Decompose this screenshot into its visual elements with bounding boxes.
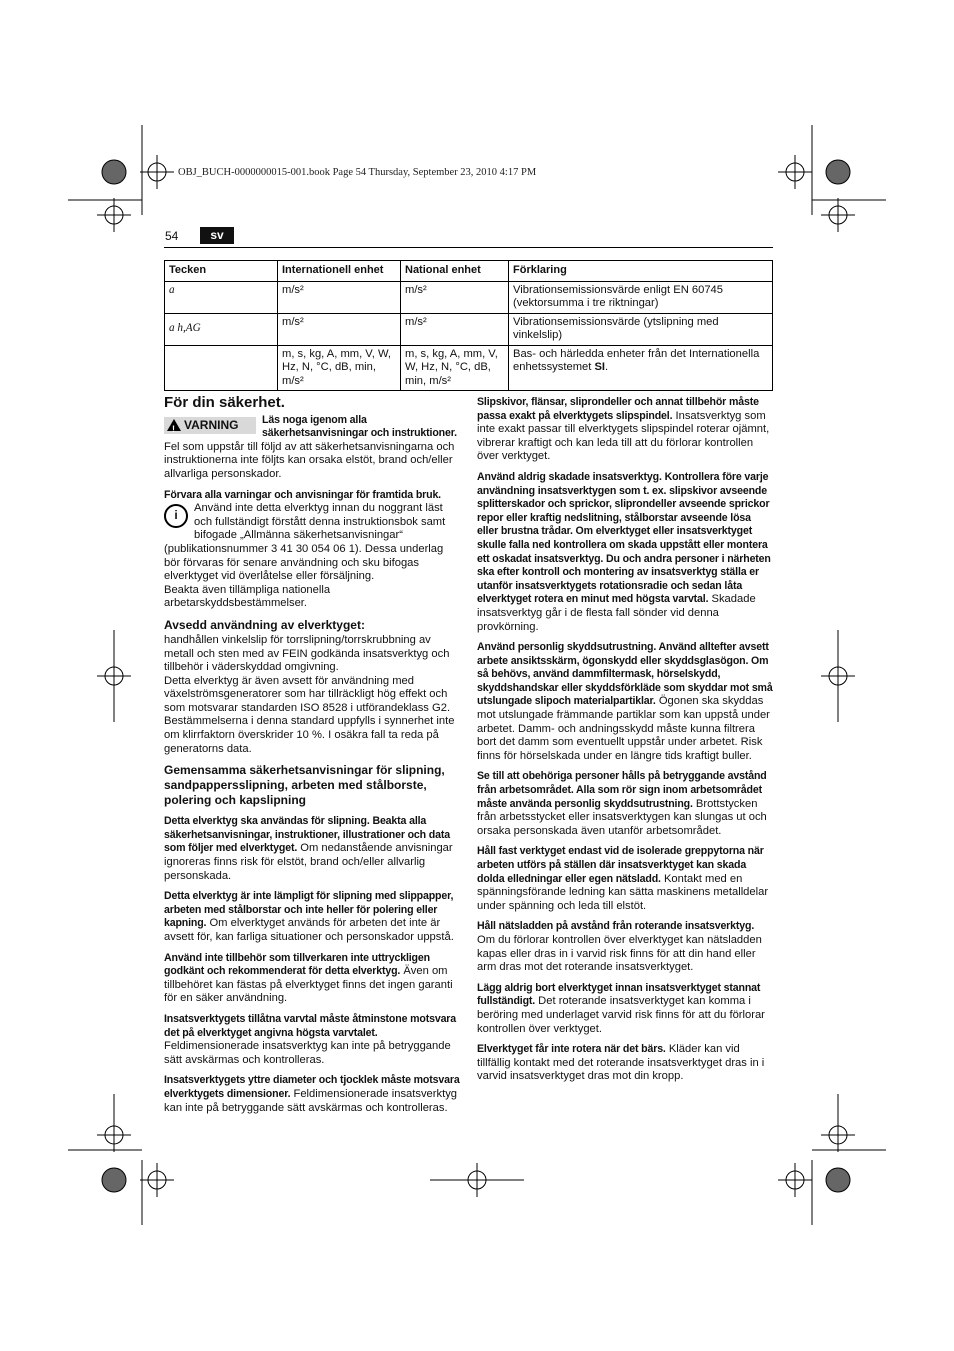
item-text: Om du förlorar kontrollen över elverktyget kan nätsladden kapas eller dras in i varvid risk finns för att din hand eller arm dras mot det roterande insatsverktyget. [477, 933, 762, 974]
item-text: Feldimensionerade insatsverktyg kan inte på betryggande sätt avskärmas och kontrolleras. [164, 1040, 451, 1066]
list-item [164, 952, 460, 1006]
read-manual-icon: i [164, 504, 188, 528]
intended-use-text: handhållen vinkelslip för torrslipning/torrskrubbning av metall och sten med av FEIN godkända insatsverktyg och tillbehör i väderskyddad omgivning. [164, 633, 450, 674]
list-item [477, 770, 773, 838]
item-bold: Använd aldrig skadade insatsverktyg. Kontrollera före varje användning insatsverktygen som t. ex. slipskivor avseende splitterskador och sprickor, sliprondeller avseende sprickor repor eller kraftig nedslitning, stålborstar avseende lösa eller brustna trådar. Om elverktyget eller insatsverktyget skulle falla ned kontrollera om skada uppstått eller montera ett oskadat insatsverktyg. Du och andra personer i närheten ska efter kontroll och montering av insatsverktyg ställa er utanför insatsverktygets rotationsradie och sedan låta elverktyget rotera en minut med högsta varvtal. [477, 470, 771, 606]
warning-bold: Läs noga igenom alla säkerhetsanvisningar och instruktioner. [262, 413, 457, 440]
table-cell-symbol [165, 345, 278, 391]
units-table [164, 260, 773, 391]
item-bold: Detta elverktyg ska användas för slipning. Beakta alla säkerhetsanvisningar, instruktioner, illustrationer och data som följer med elverktyget. [164, 815, 450, 855]
safety-heading: För din säkerhet. [164, 394, 285, 411]
item-text: Feldimensionerade insatsverktyg kan inte på betryggande sätt avskärmas och kontrolleras. [164, 1087, 458, 1114]
list-item [477, 982, 773, 1036]
list-item [477, 396, 773, 464]
item-text: Ögonen ska skyddas mot utslungade främmande partiklar som kan uppstå under arbetet. Damm- och andningsskydd måste kunna filtrera bort det damm som eventuellt uppstår under arbetet. Risk finns för hörselskada under en längre tids kraftigt buller. [477, 695, 770, 762]
item-bold: Håll fast verktyget endast vid de isolerade greppytorna när arbeten utförs på ställen där insatsverktyget kan skada dolda elledningar eller egen nätsladd. [477, 845, 764, 885]
header-rule [164, 247, 773, 248]
item-bold: Insatsverktygets tillåtna varvtal måste åtminstone motsvara det på elverktyget angivna högsta varvtalet. [164, 1012, 457, 1039]
item-bold: Se till att obehöriga personer hålls på betryggande avstånd från arbetsområdet. Alla som rör sign inom arbetsområdet måste använda personlig skyddsutrustning. [477, 770, 767, 810]
item-bold: Insatsverktygets yttre diameter och tjocklek måste motsvara elverktygets dimensioner. [164, 1074, 460, 1100]
warning-text: Fel som uppstår till följd av att säkerhetsanvisningarna och instruktionerna inte följts kan orsaka elstöt, brand och/eller allvarliga personskador. [164, 440, 455, 480]
intended-use-heading: Avsedd användning av elverktyget: [164, 617, 365, 632]
list-item [477, 471, 773, 634]
generator-text: Detta elverktyg är även avsett för användning med växelströmsgeneratorer som har tillräckligt hög effekt och som motsvarar standarden ISO 8528 i utförandeklass G2. Bestämmelserna i denna standard uppfylls i synnerhet inte om klirrfaktorn överskrider 10 %. I osäkra fall ta reda på generatorns data. [164, 674, 455, 755]
item-bold: Lägg aldrig bort elverktyget innan insatsverktyget stannat fullständigt. [477, 981, 761, 1008]
page-number: 54 [165, 229, 179, 243]
item-text: Om nedanstående anvisningar ignoreras finns risk för elstöt, brand och/eller allvarlig personskada. [164, 842, 453, 882]
table-cell-symbol: a [165, 281, 278, 313]
keep-instructions-bold: Förvara alla varningar och anvisningar för framtida bruk. [164, 488, 441, 501]
item-bold: Slipskivor, flänsar, sliprondeller och annat tillbehör måste passa exakt på elverktygets slipspindel. [477, 396, 759, 422]
table-row [165, 281, 773, 313]
table-header-row [165, 261, 773, 282]
table-cell-explanation: Vibrationsemissionsvärde enligt EN 60745 (vektorsumma i tre riktningar) [509, 281, 773, 313]
table-cell-intl: m, s, kg, A, mm, V, W, Hz, N, °C, dB, min, m/s² [278, 345, 401, 391]
table-cell-national: m, s, kg, A, mm, V, W, Hz, N, °C, dB, min, m/s² [401, 345, 509, 391]
item-bold: Håll nätsladden på avstånd från roterande insatsverktyg. [477, 920, 755, 933]
table-row [165, 345, 773, 391]
table-cell-symbol: a h,AG [165, 313, 278, 345]
warning-paragraph [164, 414, 460, 482]
table-header-cell: Tecken [165, 261, 278, 282]
manual-text: Använd inte detta elverktyg innan du noggrant läst och fullständigt förstått denna instruktionsbok samt bifogade „Allmänna säkerhetsanvisningar“ (publikationsnummer 3 41 30 054 06 1). Dessa underlag bör förvaras för senare användning och sku bifogas elverktyget vid överlåtelse eller försäljning. [164, 502, 446, 583]
list-item [477, 1043, 773, 1084]
item-text: Om elverktyget används för arbeten det inte är avsett för, kan farliga situationer och personskador uppstå. [164, 917, 454, 943]
keep-instructions [164, 489, 460, 503]
list-item [477, 641, 773, 763]
print-header: OBJ_BUCH-0000000015-001.book Page 54 Thursday, September 23, 2010 4:17 PM [178, 167, 537, 178]
item-text: Kläder kan vid tillfällig kontakt med det roterande insatsverktyget dras in i varvid insatsverktyget dras mot din kropp. [477, 1043, 765, 1083]
left-column [164, 396, 460, 1122]
right-column [477, 396, 773, 1091]
table-header-cell: Internationell enhet [278, 261, 401, 282]
table-cell-explanation [509, 345, 773, 391]
table-cell-national: m/s² [401, 313, 509, 345]
table-cell-national: m/s² [401, 281, 509, 313]
table-row [165, 313, 773, 345]
list-item [477, 845, 773, 913]
table-cell-intl: m/s² [278, 313, 401, 345]
warning-triangle-icon: ! [167, 419, 181, 431]
item-bold: Använd personlig skyddsutrustning. Använd alltefter avsett arbete ansiktsskärm, ögonskydd eller skyddsglasögon. Om så behövs, använd dammfiltermask, hörselskydd, skyddshandskar eller skyddsförkläde som skyddar mot små utslungade slipoch materialpartiklar. [477, 641, 773, 708]
list-item [164, 815, 460, 883]
warning-label: VARNING [184, 417, 239, 432]
item-text: Insatsverktyg som inte exakt passar till elverktygets slipspindel roterar ojämnt, vibrerar kraftigt och kan leda till att du förlorar kontrollen över verktyget. [477, 409, 770, 463]
item-text: Kontakt med en spänningsförande ledning kan sätta maskinens metalldelar under spänning och leda till elstöt. [477, 872, 769, 912]
list-item [164, 1074, 460, 1115]
table-header-cell: National enhet [401, 261, 509, 282]
table-cell-explanation: Vibrationsemissionsvärde (ytslipning med vinkelslip) [509, 313, 773, 345]
explanation-text: Bas- och härledda enheter från det Internationella enhetssystemet [513, 347, 760, 373]
national-paragraph: Beakta även tillämpliga nationella arbetarskyddsbestämmelser. [164, 583, 331, 610]
explanation-si: SI [594, 361, 606, 373]
list-item [477, 920, 773, 974]
item-text: Skadade insatsverktyg går i de flesta fall sönder vid denna provkörning. [477, 593, 756, 633]
language-badge: sv [200, 227, 234, 244]
list-item [164, 1013, 460, 1067]
manual-paragraph [164, 502, 460, 584]
item-bold: Elverktyget får inte rotera när det bärs. [477, 1043, 666, 1056]
item-text: Även om tillbehöret kan fästas på elverktyget finns det ingen garanti för en säker användning. [164, 965, 453, 1005]
item-text: Brottstycken från arbetsstycket eller insatsverktygen kan slungas ut och orsaka personskada även utanför arbetsområdet. [477, 797, 767, 837]
list-item [164, 890, 460, 944]
warning-badge [164, 417, 256, 434]
item-bold: Använd inte tillbehör som tillverkaren inte uttryckligen godkänt och rekommenderat för detta elverktyg. [164, 951, 430, 978]
table-header-cell: Förklaring [509, 261, 773, 282]
table-cell-intl: m/s² [278, 281, 401, 313]
item-bold: Detta elverktyg är inte lämpligt för slipning med slippapper, arbeten med stålborstar och inte heller för polering eller kapning. [164, 890, 454, 930]
common-safety-heading: Gemensamma säkerhetsanvisningar för slipning, sandpappersslipning, arbeten med stålborste, polering och kapslipning [164, 763, 445, 808]
item-text: Det roterande insatsverktyget kan komma i beröring med underlaget varvid risk finns för att du förlorar kontrollen över verktyget. [477, 995, 765, 1035]
explanation-end: . [605, 361, 609, 373]
